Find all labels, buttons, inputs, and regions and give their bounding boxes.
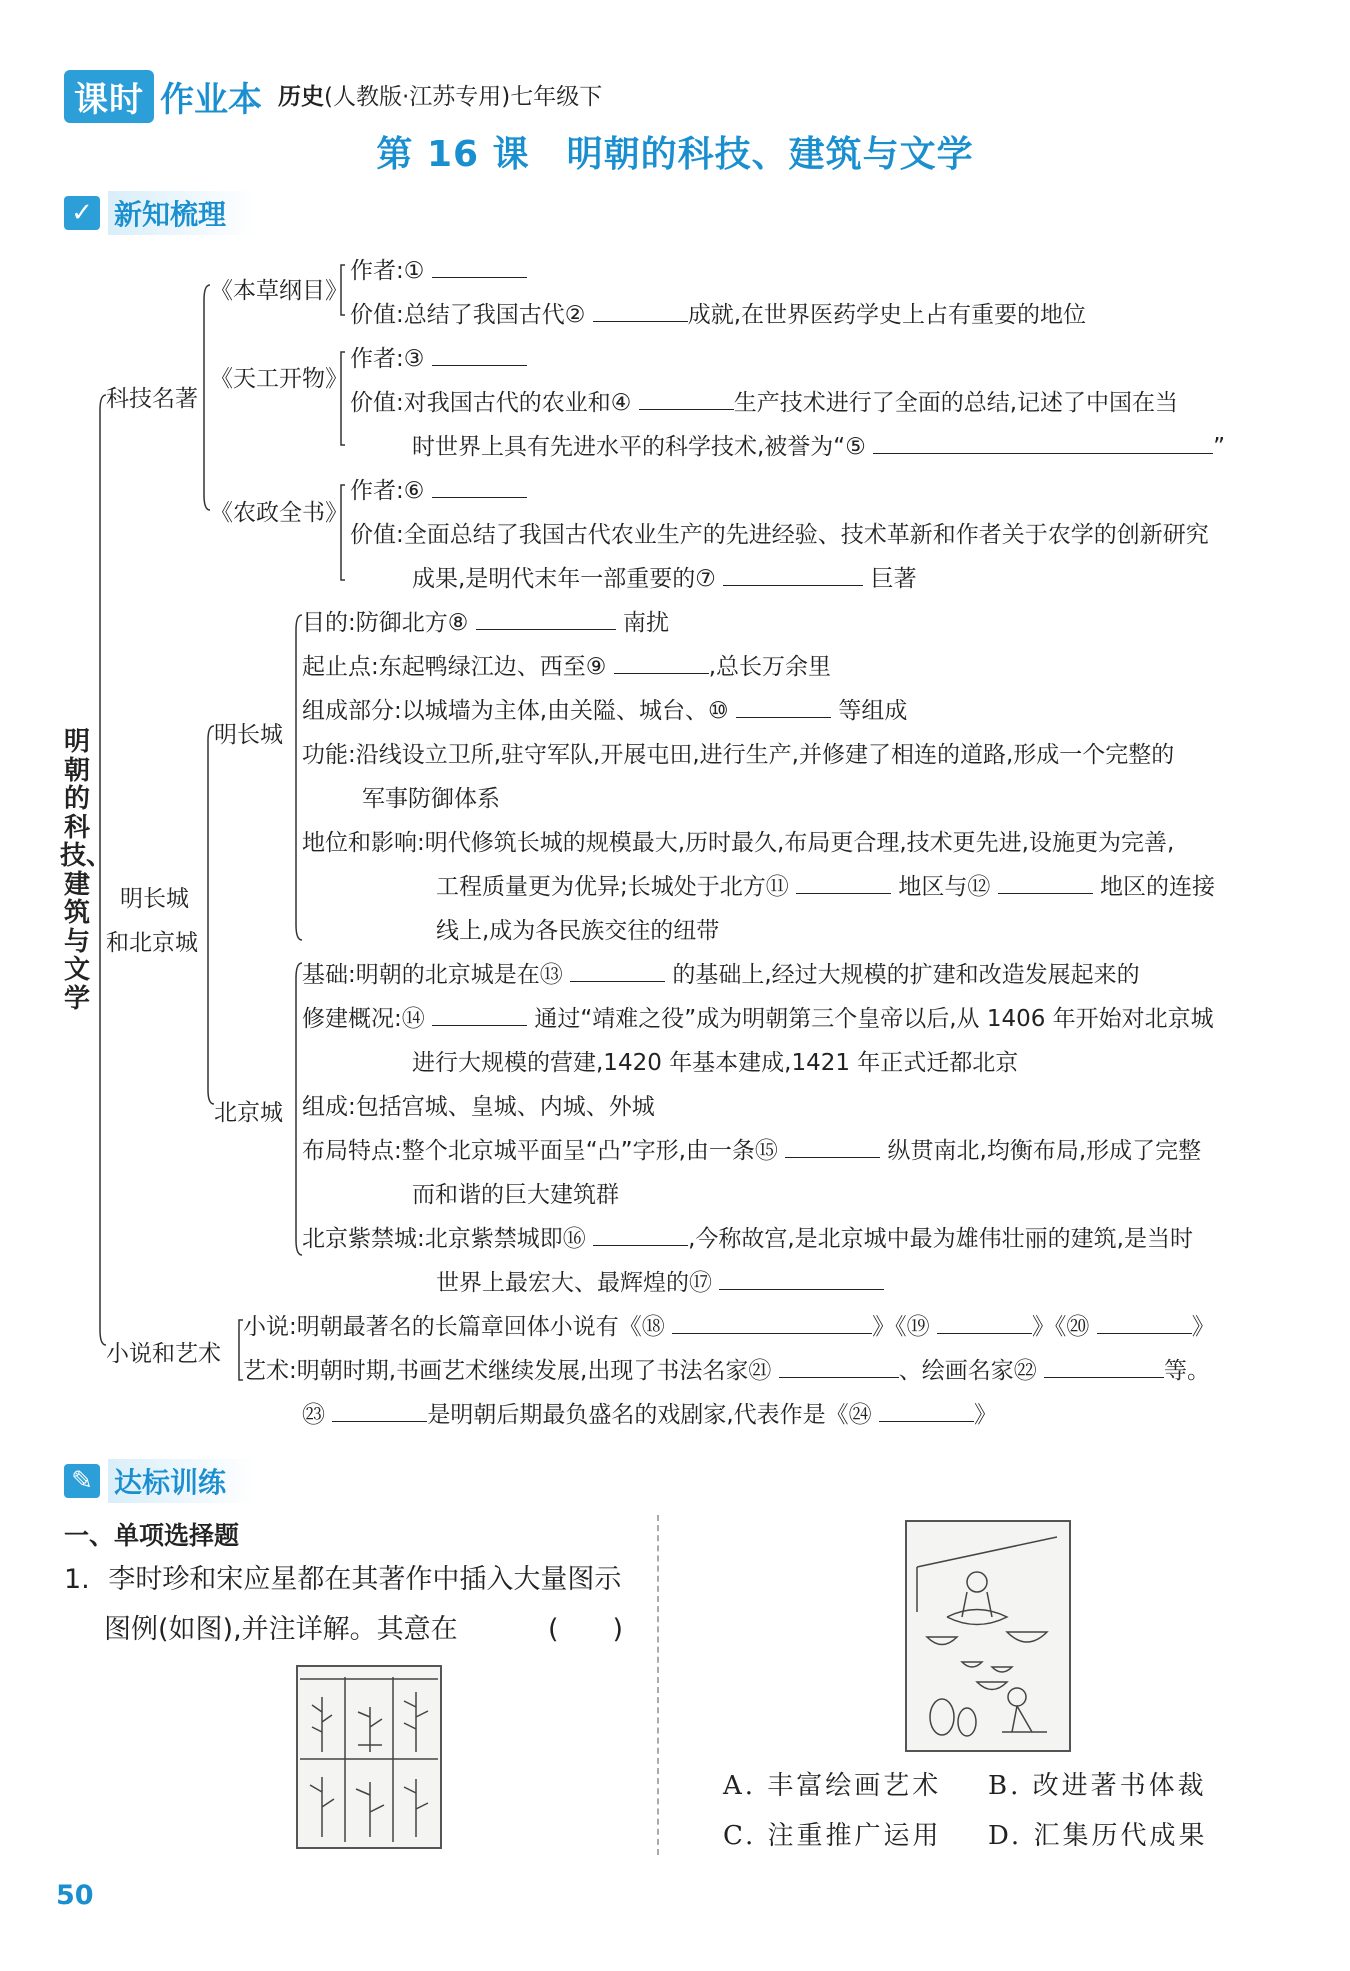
question-1-line2: 图例(如图),并注详解。其意在 <box>104 1614 458 1645</box>
node-wenxue: 小说和艺术 <box>106 1341 221 1367</box>
leaf-bj-layout-cont: 而和谐的巨大建筑群 <box>412 1182 619 1208</box>
node-bencao: 《本草纲目》 <box>210 278 348 304</box>
question-1-line1: 1. 李时珍和宋应星都在其著作中插入大量图示 <box>64 1564 622 1595</box>
leaf-nongzheng-author: 作者:⑥ <box>350 472 527 505</box>
leaf-nongzheng-value-cont: 成果,是明代末年一部重要的⑦ 巨著 <box>412 560 917 593</box>
leaf-drama: ㉓ 是明朝后期最负盛名的戏剧家,代表作是《㉔ 》 <box>302 1396 997 1429</box>
blank-4 <box>639 387 734 410</box>
leaf-cc-impact: 地位和影响:明代修筑长城的规模最大,历时最久,布局更合理,技术更先进,设施更为完善, <box>302 830 1175 856</box>
leaf-bj-forbidden-city-cont: 世界上最宏大、最辉煌的⑰ <box>436 1264 884 1297</box>
leaf-bencao-value: 价值:总结了我国古代② 成就,在世界医药学史上占有重要的地位 <box>350 296 1086 329</box>
node-beijing: 北京城 <box>214 1100 283 1126</box>
option-b[interactable]: B. 改进著书体裁 <box>988 1771 1207 1801</box>
logo-text: 作业本 <box>160 80 262 120</box>
leaf-nongzheng-value: 价值:全面总结了我国古代农业生产的先进经验、技术革新和作者关于农学的创新研究 <box>350 522 1209 548</box>
node-nongzheng: 《农政全书》 <box>210 500 348 526</box>
page-number: 50 <box>56 1880 94 1911</box>
leaf-cc-parts: 组成部分:以城墙为主体,由关隘、城台、⑩ 等组成 <box>302 692 907 725</box>
bracket-jianzhu <box>208 726 214 1104</box>
leaf-art: 艺术:明朝时期,书画艺术继续发展,出现了书法名家㉑ 、绘画名家㉒ 等。 <box>243 1352 1210 1385</box>
blank-17 <box>719 1267 884 1290</box>
leaf-cc-function-cont: 军事防御体系 <box>362 786 500 812</box>
node-jianzhu-line2: 和北京城 <box>106 930 198 956</box>
blank-11 <box>796 871 891 894</box>
section-header-practice <box>64 1459 256 1503</box>
blank-21 <box>779 1355 899 1378</box>
subject-name: 历史 <box>278 84 324 110</box>
column-divider <box>657 1515 659 1855</box>
leaf-bj-build: 修建概况:⑭ 通过“靖难之役”成为明朝第三个皇帝以后,从 1406 年开始对北京城 <box>302 1000 1214 1033</box>
workshop-illustration <box>905 1520 1071 1752</box>
blank-12 <box>998 871 1093 894</box>
leaf-cc-purpose: 目的:防御北方⑧ 南扰 <box>302 604 669 637</box>
blank-2 <box>593 299 688 322</box>
leaf-bj-layout: 布局特点:整个北京城平面呈“凸”字形,由一条⑮ 纵贯南北,均衡布局,形成了完整 <box>302 1132 1201 1165</box>
leaf-bj-build-cont: 进行大规模的营建,1420 年基本建成,1421 年正式迁都北京 <box>412 1050 1019 1076</box>
leaf-novel: 小说:明朝最著名的长篇章回体小说有《⑱ 》《⑲ 》《⑳ 》 <box>243 1308 1215 1341</box>
blank-3 <box>432 343 527 366</box>
part-heading: 一、单项选择题 <box>64 1521 240 1550</box>
node-keji: 科技名著 <box>106 386 198 412</box>
blank-14 <box>432 1003 527 1026</box>
node-jianzhu-line1: 明长城 <box>120 886 189 912</box>
pottery-workshop-icon <box>907 1522 1069 1750</box>
logo-box: 课时 <box>64 70 154 123</box>
section-title: 达标训练 <box>108 1459 256 1503</box>
blank-7 <box>723 563 863 586</box>
blank-18 <box>672 1311 872 1334</box>
node-tiangong: 《天工开物》 <box>210 366 348 392</box>
leaf-cc-function: 功能:沿线设立卫所,驻守军队,开展屯田,进行生产,并修建了相连的道路,形成一个完整的 <box>302 742 1175 768</box>
leaf-cc-impact-cont2: 线上,成为各民族交往的纽带 <box>436 918 720 944</box>
option-c[interactable]: C. 注重推广运用 <box>723 1821 942 1851</box>
option-d[interactable]: D. 汇集历代成果 <box>988 1821 1208 1851</box>
blank-10 <box>736 695 831 718</box>
lesson-title: 第 16 课 明朝的科技、建筑与文学 <box>376 134 974 175</box>
leaf-tiangong-value: 价值:对我国古代的农业和④ 生产技术进行了全面的总结,记述了中国在当 <box>350 384 1178 417</box>
blank-1 <box>432 255 527 278</box>
checkbox-icon: ✓ <box>64 196 100 230</box>
leaf-bj-parts: 组成:包括宫城、皇城、内城、外城 <box>302 1094 655 1120</box>
leaf-bj-forbidden-city: 北京紫禁城:北京紫禁城即⑯ ,今称故宫,是北京城中最为雄伟壮丽的建筑,是当时 <box>302 1220 1193 1253</box>
blank-6 <box>432 475 527 498</box>
blank-24 <box>879 1399 974 1422</box>
leaf-tiangong-value-cont: 时世界上具有先进水平的科学技术,被誉为“⑤ ” <box>412 428 1225 461</box>
leaf-cc-impact-cont: 工程质量更为优异;长城处于北方⑪ 地区与⑫ 地区的连接 <box>436 868 1215 901</box>
question-number: 1. <box>64 1564 90 1595</box>
herbal-illustration <box>296 1665 442 1849</box>
leaf-bj-basis: 基础:明朝的北京城是在⑬ 的基础上,经过大规模的扩建和改造发展起来的 <box>302 956 1140 989</box>
plant-drawings-icon <box>298 1667 440 1847</box>
blank-13 <box>570 959 665 982</box>
section-title: 新知梳理 <box>108 191 256 235</box>
edition: (人教版·江苏专用)七年级下 <box>324 84 603 110</box>
blank-16 <box>593 1223 688 1246</box>
blank-22 <box>1044 1355 1164 1378</box>
blank-8 <box>476 607 616 630</box>
leaf-tiangong-author: 作者:③ <box>350 340 527 373</box>
blank-15 <box>785 1135 880 1158</box>
bracket-keji <box>204 285 210 510</box>
answer-paren[interactable]: ( ) <box>548 1614 624 1645</box>
vertical-title: 明朝的科技、建筑与文学 <box>60 727 113 1014</box>
blank-23 <box>332 1399 427 1422</box>
option-a[interactable]: A. 丰富绘画艺术 <box>723 1771 942 1801</box>
blank-20 <box>1097 1311 1192 1334</box>
blank-5 <box>873 431 1213 454</box>
blank-9 <box>614 651 709 674</box>
node-changcheng: 明长城 <box>214 722 283 748</box>
leaf-bencao-author: 作者:① <box>350 252 527 285</box>
leaf-cc-range: 起止点:东起鸭绿江边、西至⑨ ,总长万余里 <box>302 648 831 681</box>
pencil-icon: ✎ <box>64 1464 100 1498</box>
blank-19 <box>937 1311 1032 1334</box>
